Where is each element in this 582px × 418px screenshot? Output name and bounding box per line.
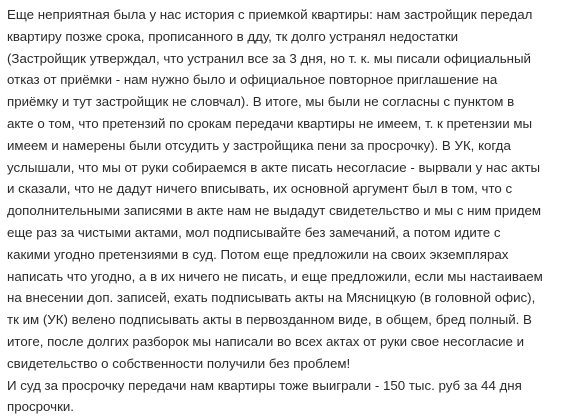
text-line: дополнительными записями в акте нам не выдадут свидетельство и мы с ним придем [7,203,542,219]
paragraph-outcome [7,375,576,418]
text-line: итоге, после долгих разборок мы написали во всех актах от руки свое несогласие и [7,333,525,349]
text-line: (Застройщик утверждал, что устранил все за 3 дня, но т. к. мы писали официальный [7,50,531,66]
text-line: Еще неприятная была у нас история с приемкой квартиры: нам застройщик передал [7,7,533,22]
text-line: квартиру позже срока, прописанного в дду, тк долго устранял недостатки [7,28,459,44]
text-line: еще раз за чистыми актами, мол подписывайте без замечаний, а потом идите с [7,224,501,240]
text-line: написать что угодно, а в их ничего не писать, и еще предложили, если мы настаиваем [7,268,543,284]
text-line: акте о том, что претензий по срокам передачи квартиры не имеем, т. к претензии мы [7,115,533,131]
text-line: услышали, что мы от руки собираемся в акте писать несогласие - вырвали у нас акты [7,159,541,175]
text-line: отказ от приёмки - нам нужно было и официальное повторное приглашение на [7,72,498,88]
text-line: какими угодно претензиями в суд. Потом еще предложили на своих экземплярах [7,246,509,262]
text-line: И суд за просрочку передачи нам квартиры тоже выиграли - 150 тыс. руб за 44 дня [7,377,522,393]
paragraph-story [7,4,576,375]
text-line: и сказали, что не дадут ничего вписывать, их основной аргумент был в том, что с [7,181,513,197]
text-line: имеем и намерены были отсудить у застройщика пени за просрочку). В УК, когда [7,137,511,153]
text-line: просрочки. [7,399,75,415]
text-line: приёмку и тут застройщик не словчал). В итоге, мы были не согласны с пунктом в [7,94,515,110]
text-line: свидетельство о собственности получили без проблем! [7,355,351,371]
text-line: на внесении доп. записей, ехать подписывать акты на Мясницкую (в головной офис), [7,290,536,306]
text-line: тк им (УК) велено подписывать акты в первозданном виде, в общем, бред полный. В [7,312,532,328]
